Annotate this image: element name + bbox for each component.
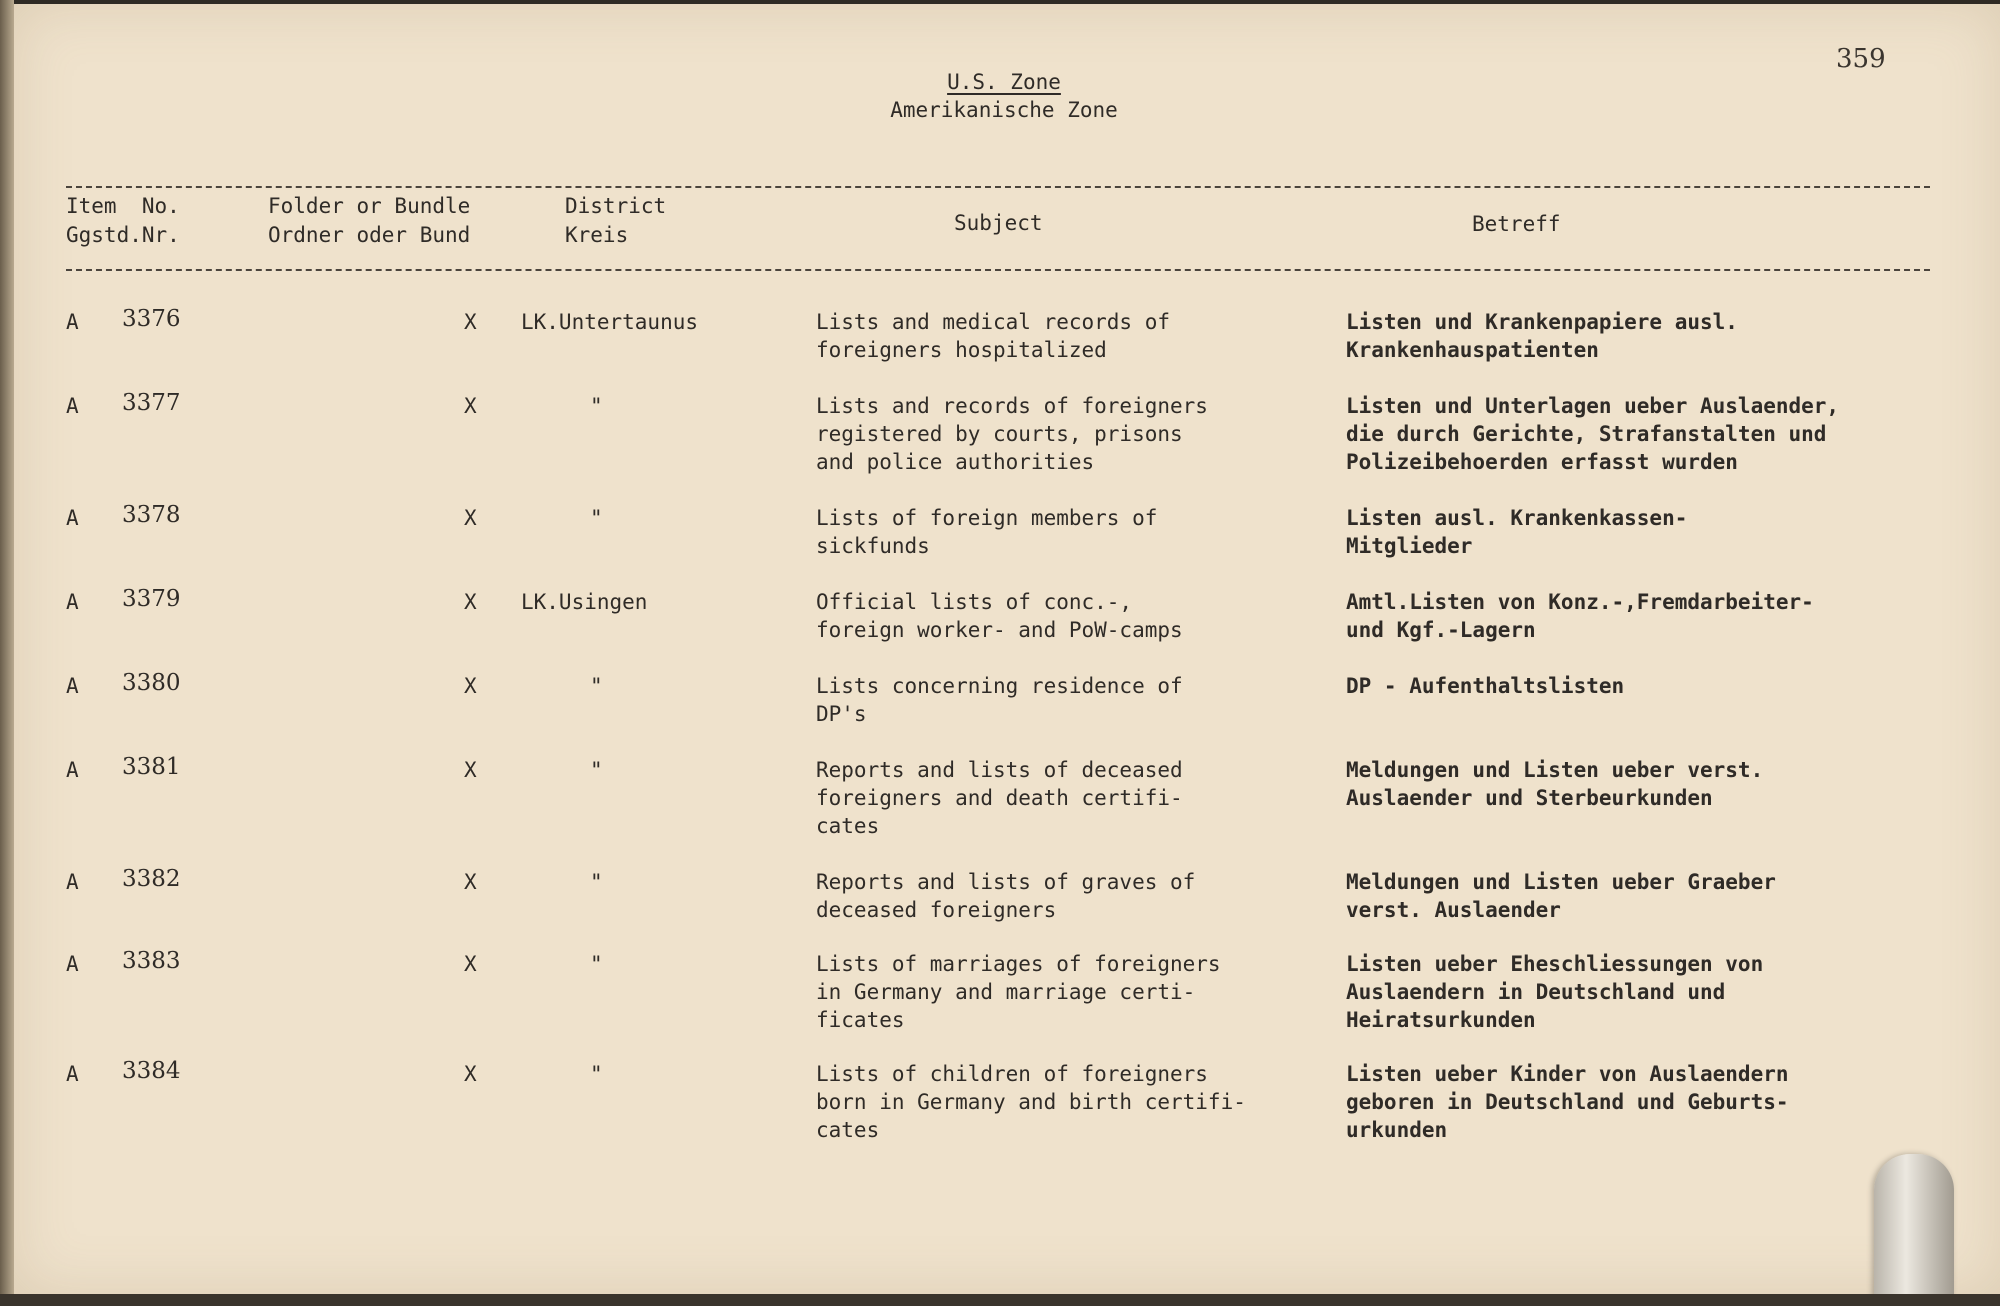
district-ditto-mark: " <box>590 952 603 976</box>
item-number: 3378 <box>122 502 181 528</box>
item-number: 3377 <box>122 390 181 416</box>
table-row <box>14 754 2000 838</box>
betreff-text: Listen ueber Eheschliessungen von Auslaendern in Deutschland und Heiratsurkunden <box>1346 952 1764 1032</box>
zone-title-text: U.S. Zone <box>947 70 1061 94</box>
binder-clip <box>1874 1154 1954 1294</box>
item-letter: A <box>66 394 79 418</box>
header-rule-bottom <box>66 269 1930 271</box>
subject-text: Reports and lists of graves of deceased foreigners <box>816 870 1196 922</box>
subject-text: Lists of foreign members of sickfunds <box>816 506 1158 558</box>
district-name: LK.Usingen <box>521 590 648 614</box>
column-header-betreff: Betreff <box>1472 212 1561 236</box>
table-row <box>14 670 2000 726</box>
item-letter: A <box>66 506 79 530</box>
folder-mark: X <box>464 952 477 976</box>
folder-mark: X <box>464 394 477 418</box>
folder-mark: X <box>464 506 477 530</box>
header-rule-top <box>66 186 1930 188</box>
district-ditto-mark: " <box>590 506 603 530</box>
betreff-text: Listen und Unterlagen ueber Auslaender, die durch Gerichte, Strafanstalten und Polizeibehoerden erfasst wurden <box>1346 394 1840 474</box>
column-header-subject: Subject <box>954 211 1043 235</box>
item-number: 3381 <box>122 754 181 780</box>
betreff-text: Listen ueber Kinder von Auslaendern geboren in Deutschland und Geburts- urkunden <box>1346 1062 1789 1142</box>
table-row <box>14 502 2000 558</box>
folder-mark: X <box>464 590 477 614</box>
binding-edge <box>0 0 14 1306</box>
item-number: 3383 <box>122 948 181 974</box>
betreff-text: Listen und Krankenpapiere ausl. Krankenhauspatienten <box>1346 310 1738 362</box>
item-letter: A <box>66 590 79 614</box>
subject-text: Reports and lists of deceased foreigners and death certifi- cates <box>816 758 1183 838</box>
subject-text: Lists concerning residence of DP's <box>816 674 1183 726</box>
item-number: 3380 <box>122 670 181 696</box>
subject-text: Lists and records of foreigners registered by courts, prisons and police authorities <box>816 394 1208 474</box>
betreff-text: Meldungen und Listen ueber verst. Auslaender und Sterbeurkunden <box>1346 758 1764 810</box>
subject-text: Lists of children of foreigners born in Germany and birth certifi- cates <box>816 1062 1246 1142</box>
item-letter: A <box>66 870 79 894</box>
folder-mark: X <box>464 870 477 894</box>
table-row <box>14 866 2000 922</box>
district-ditto-mark: " <box>590 870 603 894</box>
folder-mark: X <box>464 674 477 698</box>
district-ditto-mark: " <box>590 394 603 418</box>
folder-mark: X <box>464 310 477 334</box>
item-number: 3384 <box>122 1058 181 1084</box>
subject-text: Lists of marriages of foreigners in Germany and marriage certi- ficates <box>816 952 1221 1032</box>
page-bottom-edge <box>0 1294 2000 1306</box>
item-letter: A <box>66 1062 79 1086</box>
item-letter: A <box>66 310 79 334</box>
item-letter: A <box>66 674 79 698</box>
betreff-text: Meldungen und Listen ueber Graeber verst. Auslaender <box>1346 870 1776 922</box>
table-row <box>14 1058 2000 1142</box>
district-name: LK.Untertaunus <box>521 310 699 334</box>
page-number: 359 <box>1836 44 1886 74</box>
district-ditto-mark: " <box>590 1062 603 1086</box>
item-number: 3376 <box>122 306 181 332</box>
table-row <box>14 306 2000 362</box>
betreff-text: Listen ausl. Krankenkassen- Mitglieder <box>1346 506 1688 558</box>
item-number: 3382 <box>122 866 181 892</box>
zone-title <box>14 70 1997 94</box>
column-header-district: District Kreis <box>565 194 667 247</box>
subject-text: Lists and medical records of foreigners hospitalized <box>816 310 1171 362</box>
zone-subtitle: Amerikanische Zone <box>890 98 1118 122</box>
column-header-item: Item No. Ggstd.Nr. <box>66 194 180 247</box>
folder-mark: X <box>464 758 477 782</box>
table-row <box>14 390 2000 474</box>
document-page <box>14 4 2000 1294</box>
item-letter: A <box>66 758 79 782</box>
table-row <box>14 948 2000 1032</box>
column-header-folder: Folder or Bundle Ordner oder Bund <box>268 194 471 247</box>
betreff-text: Amtl.Listen von Konz.-,Fremdarbeiter- und Kgf.-Lagern <box>1346 590 1814 642</box>
betreff-text: DP - Aufenthaltslisten <box>1346 674 1625 698</box>
district-ditto-mark: " <box>590 758 603 782</box>
item-letter: A <box>66 952 79 976</box>
table-row <box>14 586 2000 642</box>
district-ditto-mark: " <box>590 674 603 698</box>
subject-text: Official lists of conc.-, foreign worker- and PoW-camps <box>816 590 1183 642</box>
folder-mark: X <box>464 1062 477 1086</box>
item-number: 3379 <box>122 586 181 612</box>
